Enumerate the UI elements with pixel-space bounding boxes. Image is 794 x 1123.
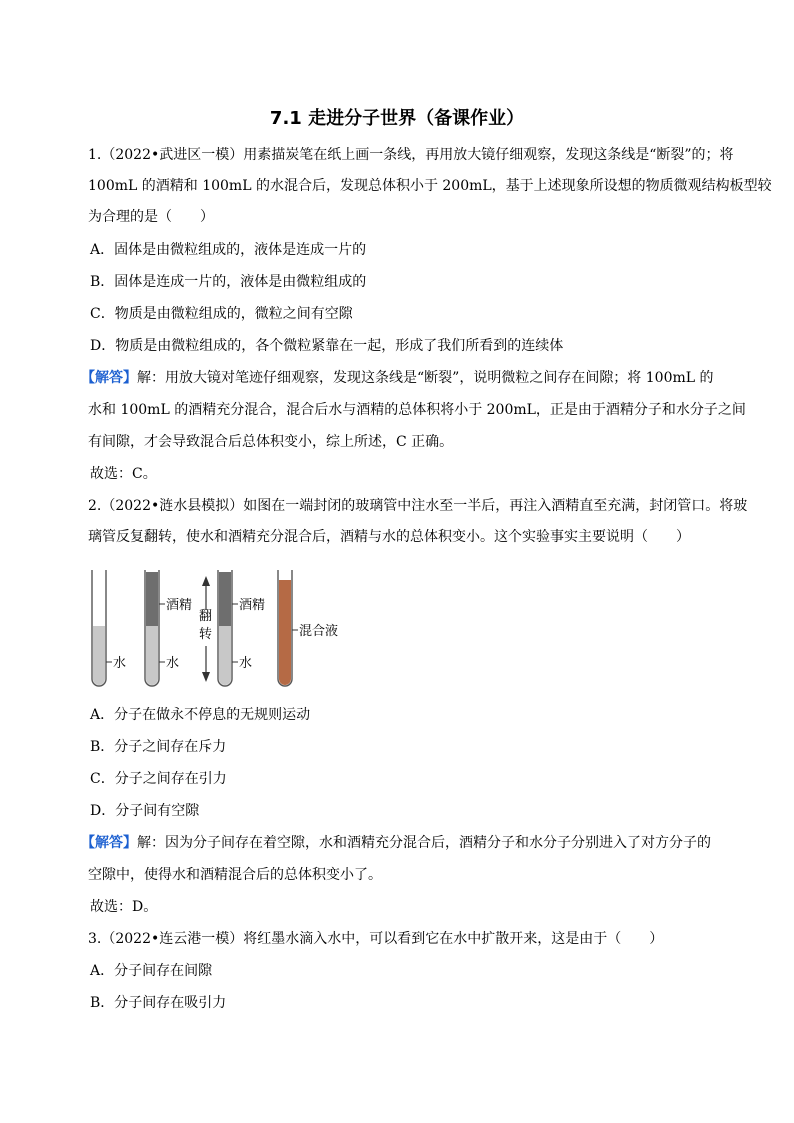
label-water-1: 水 (113, 656, 127, 671)
q2-stem-line-2: 璃管反复翻转，使水和酒精充分混合后，酒精与水的总体积变小。这个实验事实主要说明（ ） (88, 529, 690, 545)
label-water-2: 水 (166, 656, 180, 671)
test-tube-figure (88, 566, 360, 694)
q2-answer-text: 解：因为分子间存在着空隙，水和酒精充分混合后，酒精分子和水分子分别进入了对方分子的 (137, 835, 711, 851)
q1-option-a: A．固体是由微粒组成的，液体是连成一片的 (90, 242, 367, 258)
q1-answer-line-2: 水和 100mL 的酒精充分混合，混合后水与酒精的总体积将小于 200mL，正是由于酒精分子和水分子之间 (88, 402, 746, 418)
tube-mixture (278, 570, 338, 686)
q2-option-c: C．分子之间存在引力 (90, 771, 227, 787)
label-flip-1: 翻 (199, 609, 213, 624)
q2-option-d: D．分子间有空隙 (90, 803, 200, 819)
flip-arrow (199, 576, 212, 682)
q2-stem-line-1: 2.（2022•涟水县模拟）如图在一端封闭的玻璃管中注水至一半后，再注入酒精直至充满，封闭管口。将玻 (88, 498, 748, 514)
label-flip-2: 转 (199, 627, 213, 642)
tube-alcohol-water (145, 570, 192, 686)
tube-water-half (92, 570, 126, 686)
q1-stem-line-2: 100mL 的酒精和 100mL 的水混合后，发现总体积小于 200mL，基于上述现象所设想的物质微观结构板型较 (88, 178, 772, 194)
answer-label: 【解答】 (81, 835, 137, 851)
label-alcohol-2: 酒精 (239, 598, 266, 613)
q2-choice: 故选：D。 (90, 899, 158, 915)
q1-stem-line-1: 1.（2022•武进区一模）用素描炭笔在纸上画一条线，再用放大镜仔细观察，发现这条线是“断裂”的；将 (88, 147, 734, 163)
answer-label: 【解答】 (81, 370, 137, 386)
label-mixture: 混合液 (299, 624, 339, 639)
q2-option-b: B．分子之间存在斥力 (90, 739, 227, 755)
q1-option-d: D．物质是由微粒组成的，各个微粒紧靠在一起，形成了我们所看到的连续体 (90, 338, 564, 354)
q3-stem-line-1: 3.（2022•连云港一模）将红墨水滴入水中，可以看到它在水中扩散开来，这是由于（ ） (88, 931, 664, 947)
tube-flipped (218, 570, 265, 686)
q1-answer-line-3: 有间隙，才会导致混合后总体积变小，综上所述，C 正确。 (88, 434, 454, 450)
q1-choice: 故选：C。 (90, 466, 157, 482)
label-water-3: 水 (239, 656, 253, 671)
q3-option-a: A．分子间存在间隙 (90, 963, 213, 979)
q1-answer-text: 解：用放大镜对笔迹仔细观察，发现这条线是“断裂”，说明微粒之间存在间隙；将 100mL 的 (137, 370, 714, 386)
q3-option-b: B．分子间存在吸引力 (90, 995, 227, 1011)
q2-answer-line-1 (81, 834, 711, 852)
page-title: 7.1 走进分子世界（备课作业） (269, 108, 525, 129)
q1-stem-line-3: 为合理的是（ ） (88, 209, 214, 225)
q1-option-c: C．物质是由微粒组成的，微粒之间有空隙 (90, 306, 353, 322)
q1-option-b: B．固体是连成一片的，液体是由微粒组成的 (90, 274, 367, 290)
q2-answer-line-2: 空隙中，使得水和酒精混合后的总体积变小了。 (88, 867, 382, 883)
q1-answer-line-1 (81, 369, 714, 387)
q2-option-a: A．分子在做永不停息的无规则运动 (90, 707, 311, 723)
label-alcohol-1: 酒精 (166, 598, 193, 613)
